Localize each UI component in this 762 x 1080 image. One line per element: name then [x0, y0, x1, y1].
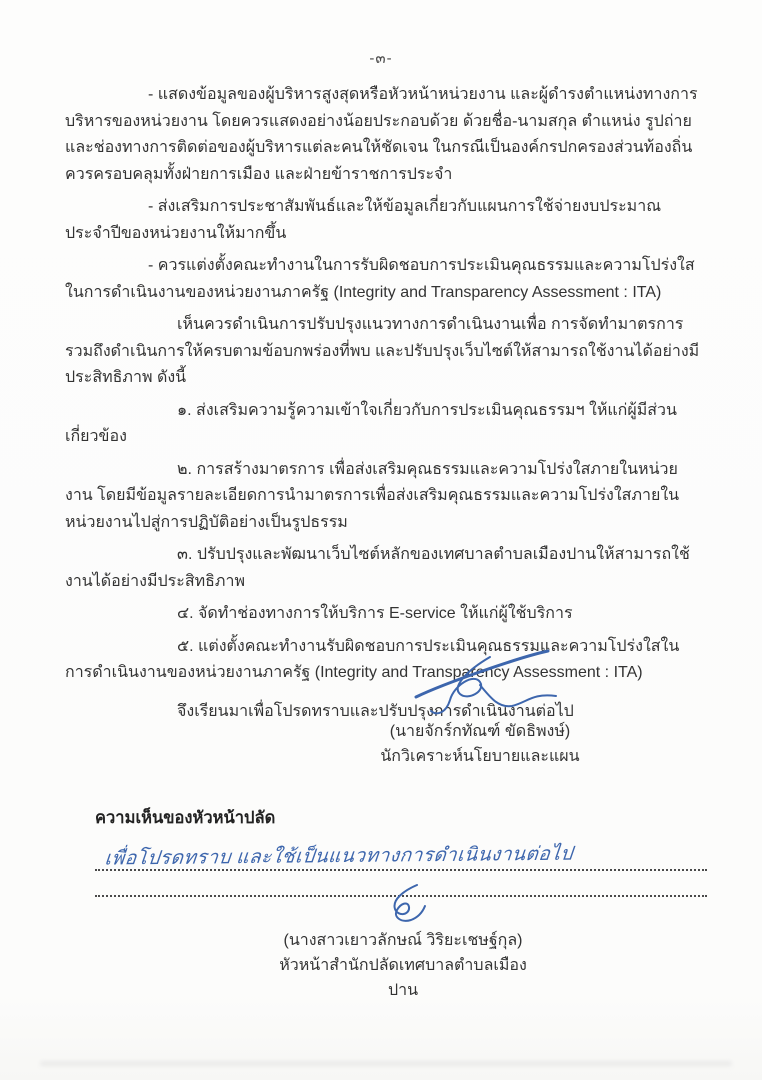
document-body: [65, 82, 705, 731]
closing-line: จึงเรียนมาเพื่อโปรดทราบและปรับปรุงการดำเนินงานต่อไป: [177, 702, 574, 720]
analyst-title: นักวิเคราะห์นโยบายและแผน: [380, 748, 580, 765]
scan-edge-artifact: [40, 1061, 732, 1066]
list-item-2: ๒. การสร้างมาตรการ เพื่อส่งเสริมคุณธรรมและความโปร่งใสภายในหน่วยงาน โดยมีข้อมูลรายละเอียดการนำมาตรการเพื่อส่งเสริมคุณธรรมและความโปร่งใสภายในหน่วยงานไปสู่การปฏิบัติอย่างเป็นรูปธรรม: [65, 460, 680, 531]
head-signature-ink: [377, 882, 429, 926]
analyst-signature-ink: [390, 645, 570, 717]
list-item-1: ๑. ส่งเสริมความรู้ความเข้าใจเกี่ยวกับการประเมินคุณธรรมฯ ให้แก่ผู้มีส่วนเกี่ยวข้อง: [65, 401, 677, 445]
paragraph-appoint-committee: - ควรแต่งตั้งคณะทำงานในการรับผิดชอบการประเมินคุณธรรมและความโปร่งใสในการดำเนินงานของหน่วยงานภาครัฐ (Integrity and Transparency Assessment : ITA): [65, 257, 695, 301]
list-item-4: ๔. จัดทำช่องทางการให้บริการ E-service ให้แก่ผู้ใช้บริการ: [177, 605, 573, 622]
head-name: (นางสาวเยาวลักษณ์ วิริยะเชษฐ์กุล): [283, 932, 523, 949]
paragraph-budget-publicity: - ส่งเสริมการประชาสัมพันธ์และให้ข้อมูลเกี่ยวกับแผนการใช้จ่ายงบประมาณประจำปีของหน่วยงานให้มากขึ้น: [65, 198, 662, 242]
analyst-signature-block: [360, 645, 600, 769]
paragraph-improvement-intro: เห็นควรดำเนินการปรับปรุงแนวทางการดำเนินงานเพื่อ การจัดทำมาตรการ รวมถึงดำเนินการให้ครบตามข้อบกพร่องที่พบ และปรับปรุงเว็บไซต์ให้สามารถใช้งานได้อย่างมีประสิทธิภาพ ดังนี้: [65, 316, 700, 386]
head-signature-block: [278, 882, 528, 1003]
page-number: -๓-: [369, 50, 393, 67]
handwritten-comment: เพื่อโปรดทราบ และใช้เป็นแนวทางการดำเนินงานต่อไป: [103, 843, 574, 870]
list-item-3: ๓. ปรับปรุงและพัฒนาเว็บไซต์หลักของเทศบาลตำบลเมืองปานให้สามารถใช้งานได้อย่างมีประสิทธิภาพ: [65, 546, 690, 590]
list-item-5: ๕. แต่งตั้งคณะทำงานรับผิดชอบการประเมินคุณธรรมและความโปร่งใสในการดำเนินงานของหน่วยงานภาครัฐ (Integrity and Transparency Assessment : ITA): [65, 637, 680, 681]
head-title: หัวหน้าสำนักปลัดเทศบาลตำบลเมืองปาน: [279, 957, 527, 999]
analyst-name: (นายจักร์กทัณฑ์ ขัดธิพงษ์): [389, 723, 571, 740]
paragraph-executives-info: - แสดงข้อมูลของผู้บริหารสูงสุดหรือหัวหน้าหน่วยงาน และผู้ดำรงตำแหน่งทางการบริหารของหน่วยงาน โดยควรแสดงอย่างน้อยประกอบด้วย ด้วยชื่อ-นามสกุล ตำแหน่ง รูปถ่าย และช่องทางการติดต่อของผู้บริหารแต่ละคนให้ชัดเจน ในกรณีเป็นองค์กรปกครองส่วนท้องถิ่น ควรครอบคลุมทั้งฝ่ายการเมือง และฝ่ายข้าราชการประจำ: [65, 86, 698, 183]
opinion-heading: ความเห็นของหัวหน้าปลัด: [95, 809, 276, 827]
